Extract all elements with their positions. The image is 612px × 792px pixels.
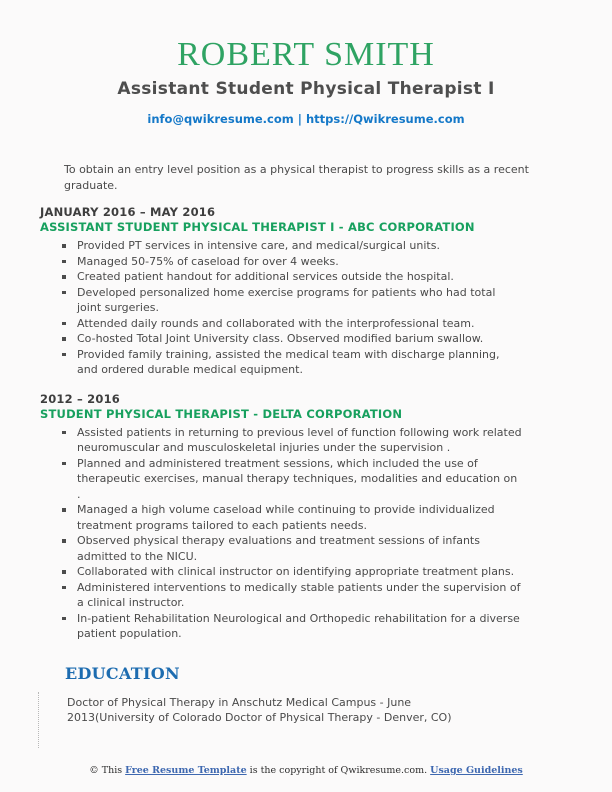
job-title-company: ASSISTANT STUDENT PHYSICAL THERAPIST I - ABC CORPORATION bbox=[40, 220, 475, 234]
candidate-name: ROBERT SMITH bbox=[177, 36, 435, 73]
experience-section-abc bbox=[40, 205, 612, 378]
contact-email: info@qwikresume.com bbox=[147, 112, 294, 126]
job-bullet-list bbox=[40, 238, 522, 378]
dotted-line-artifact bbox=[38, 692, 39, 748]
experience-section-delta bbox=[40, 392, 612, 642]
free-resume-template-link[interactable]: Free Resume Template bbox=[125, 765, 247, 776]
bullet-item: Managed a high volume caseload while continuing to provide individualized treatment programs tailored to each patients needs. bbox=[40, 502, 522, 533]
contact-line bbox=[0, 112, 612, 126]
bullet-item: Attended daily rounds and collaborated with the interprofessional team. bbox=[40, 316, 522, 332]
resume-header bbox=[0, 0, 612, 126]
objective-summary: To obtain an entry level position as a physical therapist to progress skills as a recent graduate. bbox=[64, 163, 529, 192]
job-title-company: STUDENT PHYSICAL THERAPIST - DELTA CORPORATION bbox=[40, 406, 403, 421]
bullet-item: Co-hosted Total Joint University class. Observed modified barium swallow. bbox=[40, 331, 522, 347]
education-heading: EDUCATION bbox=[65, 663, 180, 683]
job-dates: JANUARY 2016 – MAY 2016 bbox=[40, 205, 216, 219]
bullet-item: Developed personalized home exercise programs for patients who had total joint surgeries. bbox=[40, 285, 522, 316]
job-dates: 2012 – 2016 bbox=[40, 391, 120, 406]
candidate-job-title: Assistant Student Physical Therapist I bbox=[117, 79, 495, 99]
job-bullet-list bbox=[40, 425, 522, 642]
bullet-item: Observed physical therapy evaluations and treatment sessions of infants admitted to the NICU. bbox=[40, 533, 522, 564]
contact-separator: | bbox=[293, 112, 306, 126]
bullet-item: Collaborated with clinical instructor on identifying appropriate treatment plans. bbox=[40, 564, 522, 580]
contact-url: https://Qwikresume.com bbox=[305, 112, 465, 126]
bullet-item: Provided family training, assisted the medical team with discharge planning, and ordered durable medical equipment. bbox=[40, 347, 522, 378]
footer-prefix-text: © This bbox=[89, 765, 126, 776]
bullet-item: Administered interventions to medically stable patients under the supervision of a clinical instructor. bbox=[40, 580, 522, 611]
usage-guidelines-link[interactable]: Usage Guidelines bbox=[430, 765, 523, 776]
bullet-item: In-patient Rehabilitation Neurological and Orthopedic rehabilitation for a diverse patient population. bbox=[40, 611, 522, 642]
education-detail: Doctor of Physical Therapy in Anschutz Medical Campus - June 2013(University of Colorado Doctor of Physical Therapy - Denver, CO) bbox=[67, 695, 452, 724]
bullet-item: Managed 50-75% of caseload for over 4 weeks. bbox=[40, 254, 522, 270]
bullet-item: Assisted patients in returning to previous level of function following work related neuromuscular and musculoskeletal injuries under the supervision . bbox=[40, 425, 522, 456]
footer-copyright bbox=[0, 765, 612, 776]
bullet-item: Provided PT services in intensive care, and medical/surgical units. bbox=[40, 238, 522, 254]
education-section bbox=[0, 664, 612, 726]
bullet-item: Planned and administered treatment sessions, which included the use of therapeutic exercises, manual therapy techniques, modalities and education on . bbox=[40, 456, 522, 503]
bullet-item: Created patient handout for additional services outside the hospital. bbox=[40, 269, 522, 285]
footer-middle-text: is the copyright of Qwikresume.com. bbox=[246, 765, 431, 776]
